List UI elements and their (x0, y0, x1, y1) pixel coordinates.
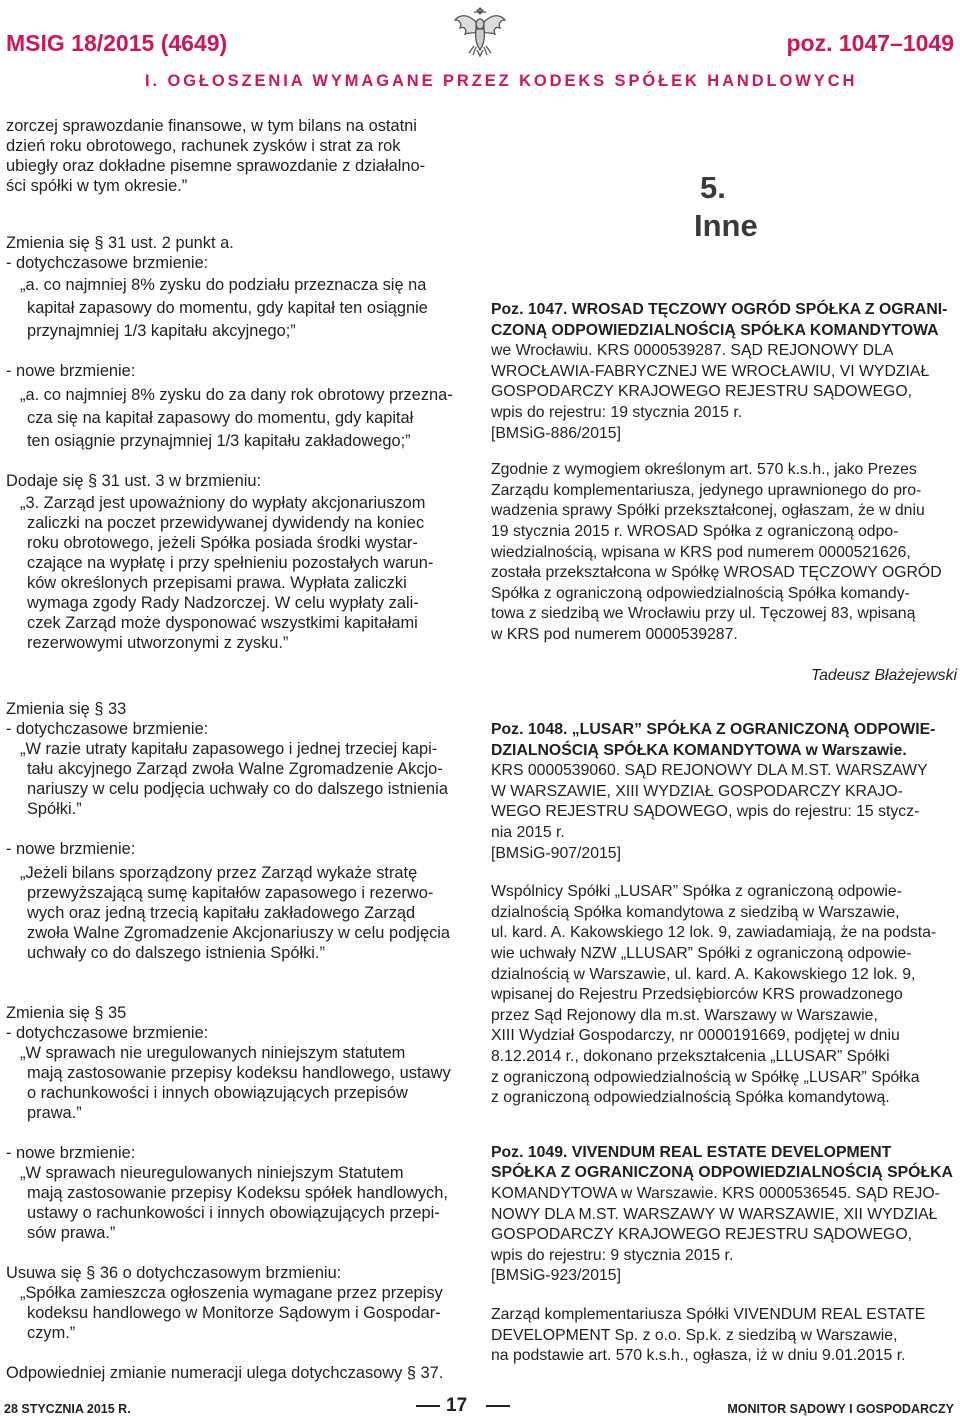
paragraph-continuation (6, 116, 474, 196)
text-line: kodeksu handlowego w Monitorze Sądowym i Gospodar- (27, 1304, 441, 1322)
text-line: Poz. 1049. VIVENDUM REAL ESTATE DEVELOPMENT (491, 1143, 892, 1161)
text-line: prawa.” (27, 1104, 82, 1122)
text-line: z ograniczoną odpowiedzialnością Spółka komandytową. (491, 1089, 890, 1107)
text-line: wpisanej do Rejestru Przedsiębiorców KRS prowadzonego (491, 986, 903, 1004)
text-line: mają zastosowanie przepisy kodeksu handlowego, ustawy (27, 1064, 451, 1082)
text-line: Zmienia się § 35 (6, 1004, 127, 1022)
page-number-rule-left (416, 1405, 440, 1407)
text-line: „W sprawach nieuregulowanych niniejszym Statutem (20, 1164, 404, 1182)
text-line: W WARSZAWIE, XIII WYDZIAŁ GOSPODARCZY KRAJO- (491, 782, 903, 800)
text-line: ul. kard. A. Kakowskiego 12 lok. 9, zawiadamiają, że na podsta- (491, 924, 937, 942)
text-line: 8.12.2014 r., dokonano przekształcenia „LLUSAR” Spółki (491, 1048, 890, 1065)
amendment-31-3 (6, 471, 474, 491)
text-line: wpis do rejestru: 9 stycznia 2015 r. (491, 1246, 734, 1264)
text-line: [BMSiG-886/2015] (491, 424, 621, 442)
text-line: Usuwa się § 36 o dotychczasowym brzmieniu: (6, 1264, 342, 1282)
text-line: 19 stycznia 2015 r. WROSAD Spółka z ograniczoną odpo- (491, 522, 899, 540)
text-line: cza się na kapitał zapasowy do momentu, gdy kapitał (27, 409, 414, 427)
text-line: CZONĄ ODPOWIEDZIALNOŚCIĄ SPÓŁKA KOMANDYTOWA (491, 321, 939, 339)
text-line: zaliczki na poczet przewidywanej dywidendy na koniec (27, 514, 425, 532)
section-title: Inne (694, 208, 758, 243)
old-wording-31-2a (6, 275, 474, 341)
text-line: WEGO REJESTRU SĄDOWEGO, wpis do rejestru: 15 stycz- (491, 803, 920, 821)
text-line: dzialnością Spółka komandytowa z siedzibą w Warszawie, (491, 903, 900, 921)
text-line: wadzenia sprawy Spółki przekształconej, ogłaszam, że w dniu (491, 502, 925, 520)
new-wording-label (6, 1143, 474, 1163)
text-line: GOSPODARCZY KRAJOWEGO REJESTRU SĄDOWEGO, (491, 383, 913, 401)
page-number-rule-right (486, 1405, 510, 1407)
text-line: Zmienia się § 31 ust. 2 punkt a. (6, 234, 234, 252)
old-wording-33 (6, 739, 474, 819)
text-line: Wspólnicy Spółki „LUSAR” Spółka z ograniczoną odpowie- (491, 883, 902, 901)
text-line: „3. Zarząd jest upoważniony do wypłaty akcjonariuszom (20, 494, 426, 512)
text-line: przynajmniej 1/3 kapitału akcyjnego;” (27, 322, 296, 340)
text-line: WROCŁAWIA-FABRYCZNEJ WE WROCŁAWIU, VI WYDZIAŁ (491, 362, 930, 380)
text-line: we Wrocławiu. KRS 0000539287. SĄD REJONOWY DLA (491, 342, 894, 360)
notice-1047-heading (491, 300, 957, 444)
amendment-33 (6, 699, 474, 739)
text-line: nariuszy w celu podjęcia uchwały co do dalszego istnienia (27, 780, 448, 798)
text-line: Dodaje się § 31 ust. 3 w brzmieniu: (6, 472, 262, 490)
text-line: „a. co najmniej 8% zysku do podziału przeznacza się na (20, 276, 427, 294)
page-number: 17 (446, 1395, 468, 1416)
footer-publication: MONITOR SĄDOWY I GOSPODARCZY (727, 1402, 954, 1416)
wording-31-3 (6, 493, 474, 653)
text-line: „Jeżeli bilans sporządzony przez Zarząd wykaże stratę (20, 864, 418, 882)
text-line: Zarządu komplementariusza, jedynego uprawnionego do pro- (491, 481, 922, 499)
position-range: poz. 1047–1049 (786, 30, 954, 56)
text-line: NOWY DLA M.ST. WARSZAWY W WARSZAWIE, XII WYDZIAŁ (491, 1205, 938, 1223)
text-line: Poz. 1047. WROSAD TĘCZOWY OGRÓD SPÓŁKA Z OGRANI- (491, 301, 948, 318)
text-line: roku obrotowego, jeżeli Spółka posiada środki wystar- (27, 534, 418, 552)
text-line: nia 2015 r. (491, 824, 565, 842)
text-line: ści spółki w tym okresie.” (6, 177, 188, 195)
text-line: Spółki.” (27, 800, 82, 818)
notice-1049-body (491, 1305, 957, 1367)
issue-number: MSIG 18/2015 (4649) (6, 30, 228, 56)
text-line: ten osiągnie przynajmniej 1/3 kapitału zakładowego;” (27, 432, 411, 450)
text-line: zorczej sprawozdanie finansowe, w tym bilans na ostatni (6, 117, 417, 135)
text-line: wiedzialnością, wpisana w KRS pod numerem 0000521626, (491, 543, 911, 561)
text-line: dzialnością w Warszawie, ul. kard. A. Kakowskiego 12 lok. 9, (491, 965, 916, 983)
notice-1048-heading (491, 720, 957, 864)
text-line: wie uchwały NZW „LLUSAR” Spółki z ograniczoną odpowie- (491, 945, 912, 963)
text-line: rezerwowymi utworzonymi z zysku.” (27, 634, 289, 652)
text-line: [BMSiG-923/2015] (491, 1267, 621, 1285)
new-wording-33 (6, 863, 474, 963)
text-line: KRS 0000539060. SĄD REJONOWY DLA M.ST. WARSZAWY (491, 762, 928, 780)
text-line: Odpowiedniej zmianie numeracji ulega dotychczasowy § 37. (6, 1364, 444, 1382)
left-column (6, 116, 474, 1383)
section-number: 5. (700, 170, 726, 205)
text-line: z ograniczoną odpowiedzialnością w Spółkę „LUSAR” Spółka (491, 1068, 920, 1086)
text-line: „a. co najmniej 8% zysku do za dany rok obrotowy przezna- (20, 386, 453, 404)
old-wording-35 (6, 1043, 474, 1123)
notice-1048-body (491, 882, 957, 1109)
text-line: - dotychczasowe brzmienie: (6, 254, 209, 272)
text-line: wych oraz jedną trzecią kapitału zakładowego Zarząd (27, 904, 416, 922)
text-line: dzień roku obrotowego, rachunek zysków i strat za rok (6, 137, 401, 155)
text-line: na podstawie art. 570 k.s.h., ogłasza, iż w dniu 9.01.2015 r. (491, 1347, 906, 1365)
text-line: - dotychczasowe brzmienie: (6, 720, 209, 738)
new-wording-31-2a (6, 385, 474, 451)
text-line: Zarząd komplementariusza Spółki VIVENDUM REAL ESTATE (491, 1305, 926, 1323)
text-line: w KRS pod numerem 0000539287. (491, 625, 738, 643)
text-line: KOMANDYTOWA w Warszawie. KRS 0000536545. SĄD REJO- (491, 1184, 940, 1202)
text-line: wymaga zgody Rady Nadzorczej. W celu wypłaty zali- (27, 594, 419, 612)
text-line: mają zastosowanie przepisy Kodeksu spółek handlowych, (27, 1184, 448, 1202)
text-line: Zgodnie z wymogiem określonym art. 570 k.s.h., jako Prezes (491, 461, 917, 479)
text-line: - nowe brzmienie: (6, 1144, 136, 1162)
removed-wording-36 (6, 1283, 474, 1343)
text-line: zwoła Walne Zgromadzenie Akcjonariuszy w celu podjęcia (27, 924, 451, 942)
text-line: Spółka z ograniczoną odpowiedzialnością Spółka komandy- (491, 584, 910, 602)
text-line: GOSPODARCZY KRAJOWEGO REJESTRU SĄDOWEGO, (491, 1226, 913, 1244)
text-line: sów prawa.” (27, 1224, 116, 1242)
text-line: - nowe brzmienie: (6, 840, 136, 858)
text-line: - dotychczasowe brzmienie: (6, 1024, 209, 1042)
new-wording-label (6, 361, 474, 381)
amendment-35 (6, 1003, 474, 1043)
text-line: kapitał zapasowy do momentu, gdy kapitał ten osiągnie (27, 299, 428, 317)
amendment-36 (6, 1263, 474, 1283)
text-line: „W razie utraty kapitału zapasowego i jednej trzeciej kapi- (20, 740, 438, 758)
renumbering-note (6, 1363, 474, 1383)
text-line: Poz. 1048. „LUSAR” SPÓŁKA Z OGRANICZONĄ ODPOWIE- (491, 721, 936, 739)
text-line: [BMSiG-907/2015] (491, 844, 621, 862)
section-heading: I. OGŁOSZENIA WYMAGANE PRZEZ KODEKS SPÓŁEK HANDLOWYCH (145, 72, 858, 90)
notice-1049-heading (491, 1143, 957, 1287)
text-line: czek Zarząd może dysponować wszystkimi kapitałami (27, 614, 418, 632)
text-line: SPÓŁKA Z OGRANICZONĄ ODPOWIEDZIALNOŚCIĄ SPÓŁKA (491, 1164, 953, 1182)
text-line: została przekształcona w Spółkę WROSAD TĘCZOWY OGRÓD (491, 564, 942, 582)
text-line: XIII Wydział Gospodarczy, nr 0000191669, podjętej w dniu (491, 1027, 900, 1045)
text-line: „Spółka zamieszcza ogłoszenia wymagane przez przepisy (20, 1284, 443, 1302)
notice-1047-body (491, 460, 957, 645)
eagle-emblem-icon (452, 2, 508, 58)
text-line: - nowe brzmienie: (6, 362, 136, 380)
footer-date: 28 STYCZNIA 2015 R. (4, 1402, 131, 1416)
text-line: przewyższającą sumę kapitałów zapasowego i rezerwo- (27, 884, 434, 902)
text-line: DZIALNOŚCIĄ SPÓŁKA KOMANDYTOWA w Warszawie. (491, 741, 907, 759)
amendment-31-2 (6, 233, 474, 273)
text-line: ków określonych przepisami prawa. Wypłata zaliczki (27, 574, 407, 592)
text-line: Zmienia się § 33 (6, 700, 127, 718)
signature: Tadeusz Błażejewski (810, 666, 957, 684)
new-wording-label (6, 839, 474, 859)
text-line: „W sprawach nie uregulowanych niniejszym statutem (20, 1044, 406, 1062)
text-line: czym.” (27, 1324, 76, 1342)
right-column (491, 300, 957, 1367)
text-line: ubiegły oraz dokładne pisemne sprawozdanie z działalno- (6, 157, 426, 175)
text-line: wpis do rejestru: 19 stycznia 2015 r. (491, 403, 743, 421)
text-line: uchwały co do dalszego istnienia Spółki.” (27, 944, 325, 962)
text-line: towa z siedzibą we Wrocławiu przy ul. Tęczowej 83, wpisaną (491, 605, 916, 623)
text-line: ustawy o rachunkowości i innych obowiązujących przepi- (27, 1204, 440, 1222)
text-line: o rachunkowości i innych obowiązujących przepisów (27, 1084, 408, 1102)
text-line: DEVELOPMENT Sp. z o.o. Sp.k. z siedzibą w Warszawie, (491, 1326, 898, 1344)
text-line: tału akcyjnego Zarząd zwoła Walne Zgromadzenie Akcjo- (27, 760, 443, 778)
new-wording-35 (6, 1163, 474, 1243)
text-line: czające na wypłatę i przy spełnieniu pozostałych warun- (27, 554, 434, 572)
text-line: przez Sąd Rejonowy dla m.st. Warszawy w Warszawie, (491, 1006, 878, 1024)
